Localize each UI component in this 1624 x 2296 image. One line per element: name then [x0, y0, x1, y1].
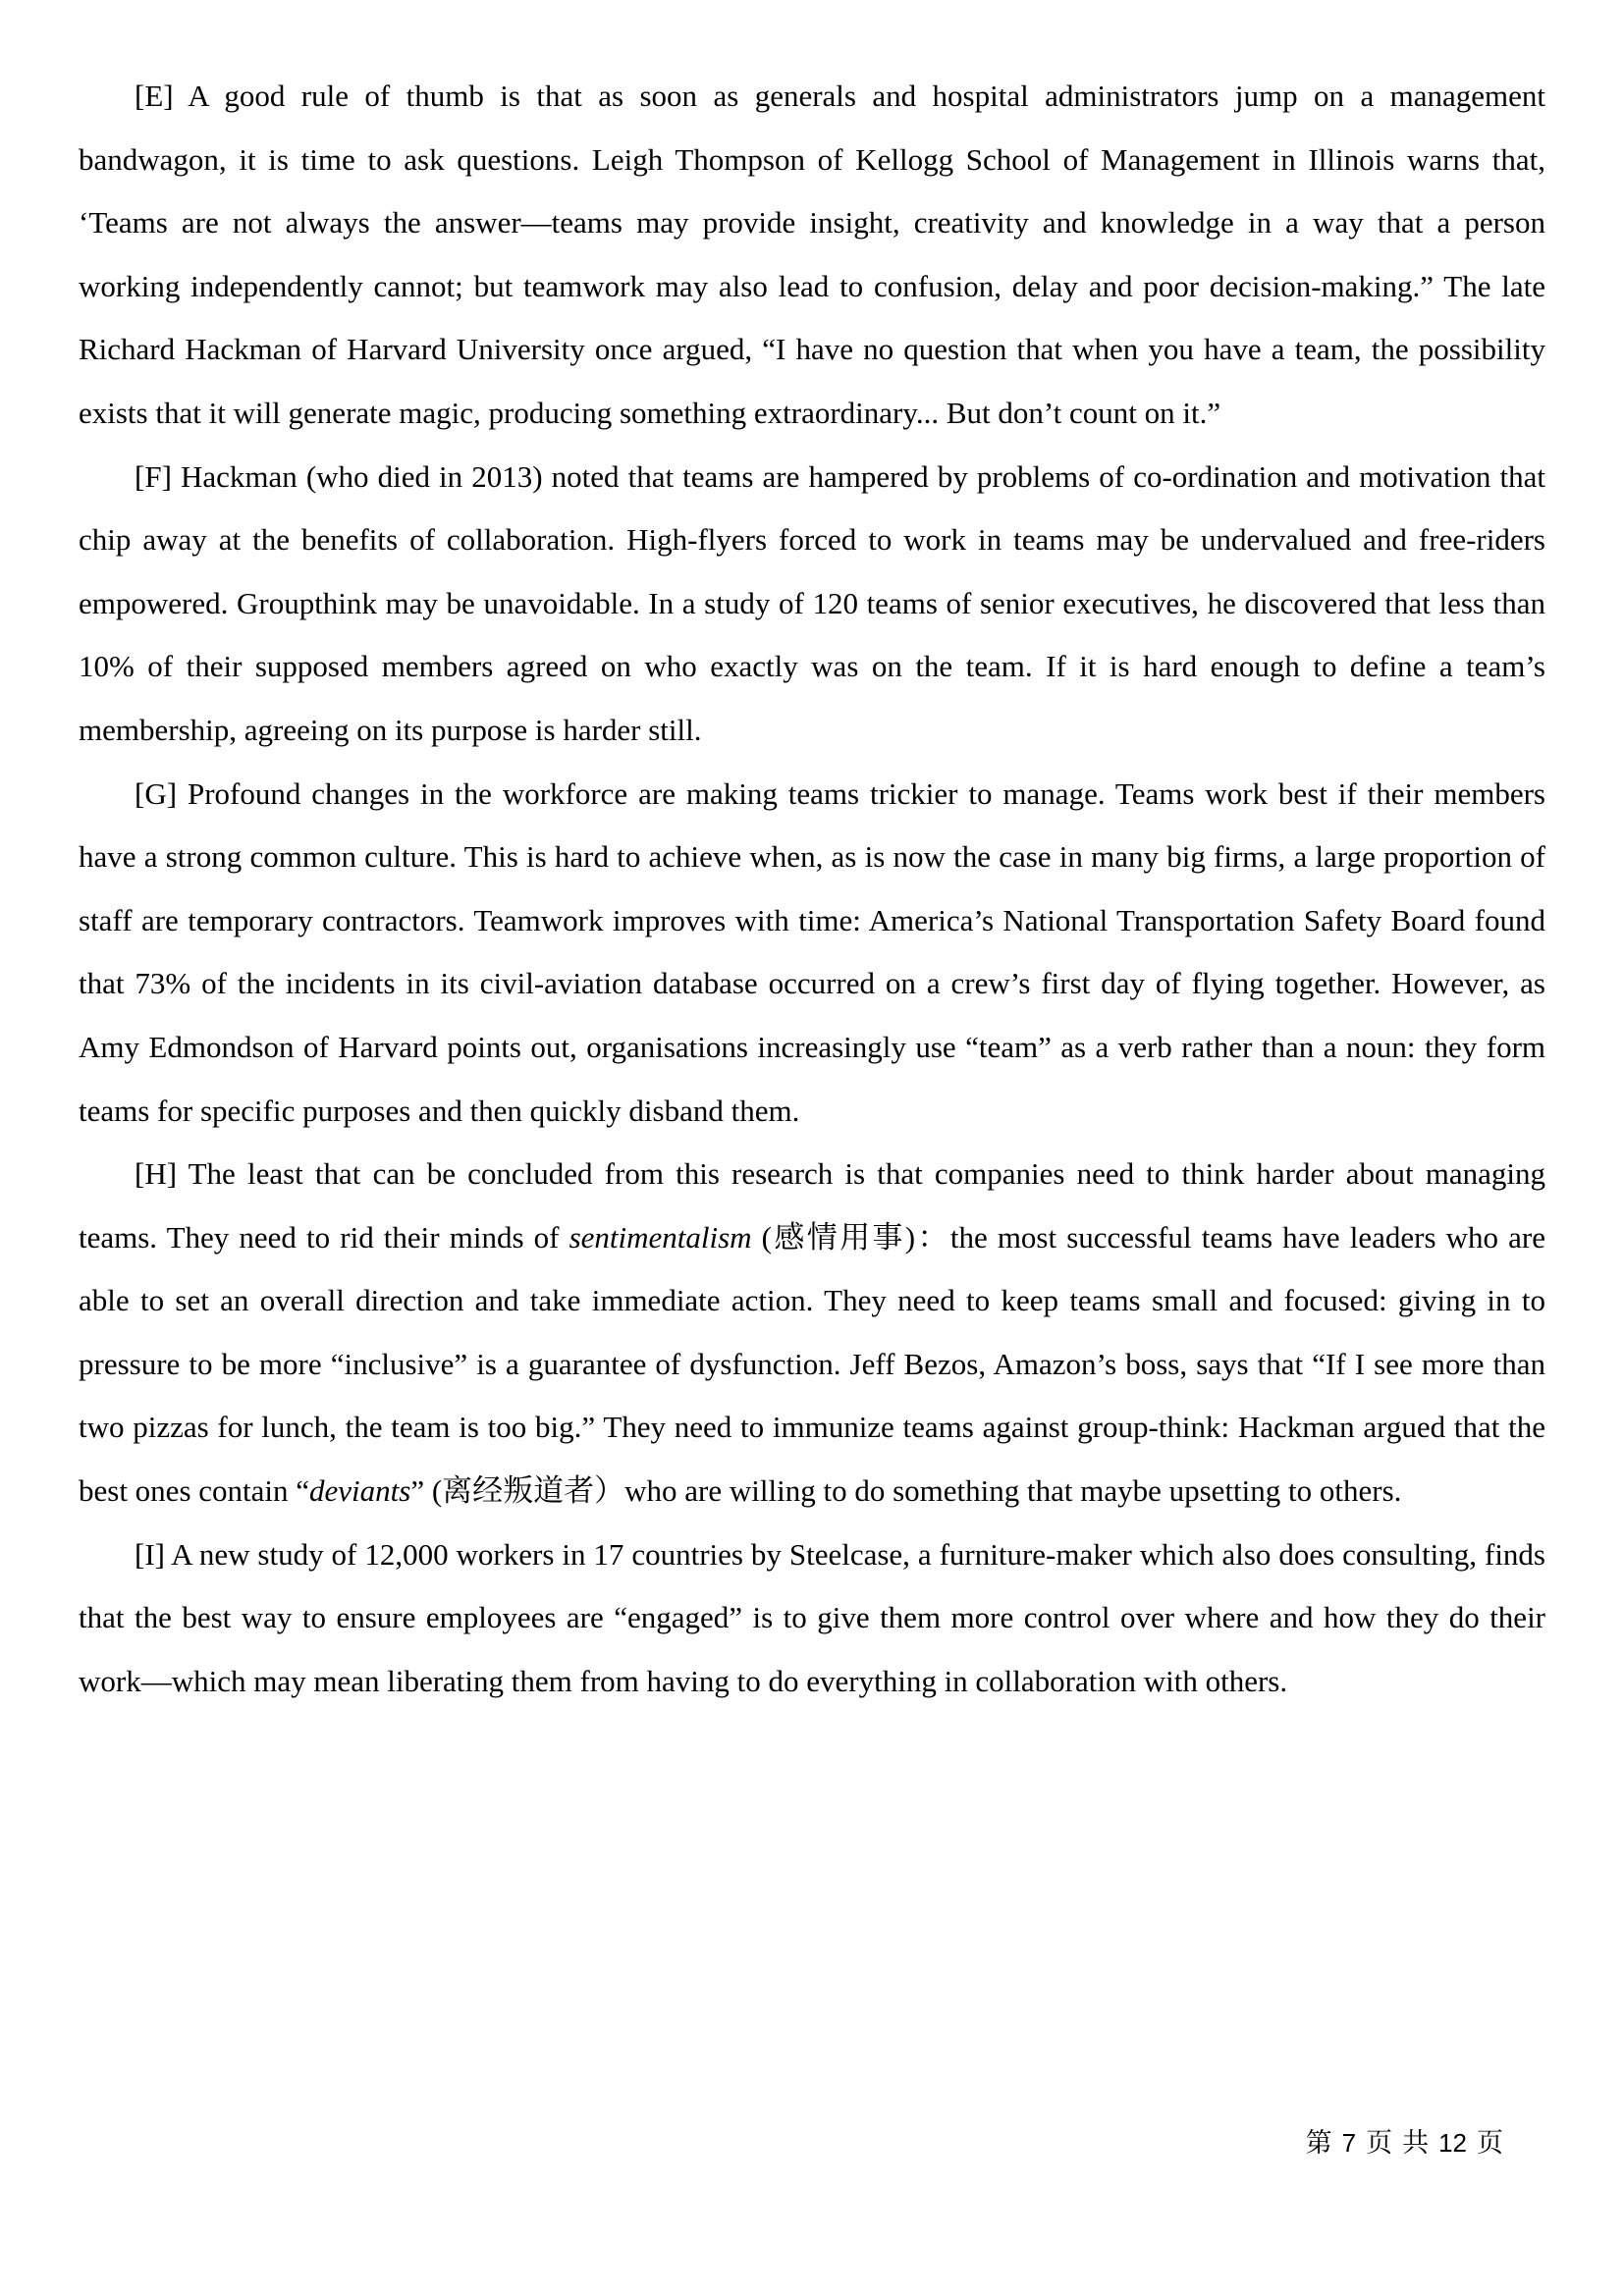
- page-footer: [1301, 2126, 1508, 2160]
- paragraph-h: [79, 1143, 1545, 1523]
- paragraph-h-italic-sentimentalism: sentimentalism: [568, 1219, 752, 1255]
- footer-label-di: 第: [1305, 2128, 1332, 2158]
- page-body-text: [79, 65, 1545, 1713]
- footer-label-ye1: 页: [1366, 2128, 1393, 2158]
- paragraph-i-text: [I] A new study of 12,000 workers in 17 countries by Steelcase, a furniture-maker which also does consulting, finds that the best way to ensure employees are “engaged” is to give them more control over where and how they do their work—which may mean liberating them from having to do everything in collaboration with others.: [79, 1536, 1545, 1698]
- paragraph-g: [79, 763, 1545, 1144]
- paragraph-h-italic-deviants: deviants: [309, 1473, 411, 1509]
- paragraph-h-text-1: [H] The least that can be concluded from this research is that companies need to think harder about managing teams. They need to rid their minds of: [79, 1156, 1545, 1255]
- paragraph-f: [79, 446, 1545, 763]
- paragraph-e: [79, 65, 1545, 446]
- paragraph-e-text: [E] A good rule of thumb is that as soon as generals and hospital administrators jump on a management bandwagon, it is time to ask questions. Leigh Thompson of Kellogg School of Management in Illinois warns that, ‘Teams are not always the answer—teams may provide insight, creativity and knowledge in a way that a person working independently cannot; but teamwork may also lead to confusion, delay and poor decision-making.” The late Richard Hackman of Harvard University once argued, “I have no question that when you have a team, the possibility exists that it will generate magic, producing something extraordinary... But don’t count on it.”: [79, 79, 1545, 430]
- footer-label-gong: 共: [1402, 2128, 1430, 2158]
- paragraph-f-text: [F] Hackman (who died in 2013) noted that teams are hampered by problems of co-ordination and motivation that chip away at the benefits of collaboration. High-flyers forced to work in teams may be undervalued and free-riders empowered. Groupthink may be unavoidable. In a study of 120 teams of senior executives, he discovered that less than 10% of their supposed members agreed on who exactly was on the team. If it is hard enough to define a team’s membership, agreeing on its purpose is harder still.: [79, 458, 1545, 747]
- footer-page-number: 7: [1341, 2128, 1357, 2158]
- paragraph-h-text-3: ” (离经叛道者）who are willing to do something that maybe upsetting to others.: [410, 1473, 1402, 1509]
- footer-total-pages: 12: [1438, 2128, 1467, 2158]
- paragraph-h-text-2: (感情用事)：the most successful teams have leaders who are able to set an overall direction and take immediate action. They need to keep teams small and focused: giving in to pressure to be more “inclusive” is a guarantee of dysfunction. Jeff Bezos, Amazon’s boss, says that “If I see more than two pizzas for lunch, the team is too big.” They need to immunize teams against group-think: Hackman argued that the best ones contain “: [79, 1219, 1545, 1509]
- paragraph-g-text: [G] Profound changes in the workforce are making teams trickier to manage. Teams work best if their members have a strong common culture. This is hard to achieve when, as is now the case in many big firms, a large proportion of staff are temporary contractors. Teamwork improves with time: America’s National Transportation Safety Board found that 73% of the incidents in its civil-aviation database occurred on a crew’s first day of flying together. However, as Amy Edmondson of Harvard points out, organisations increasingly use “team” as a verb rather than a noun: they form teams for specific purposes and then quickly disband them.: [79, 775, 1545, 1128]
- paragraph-i: [79, 1523, 1545, 1714]
- footer-label-ye2: 页: [1477, 2128, 1503, 2158]
